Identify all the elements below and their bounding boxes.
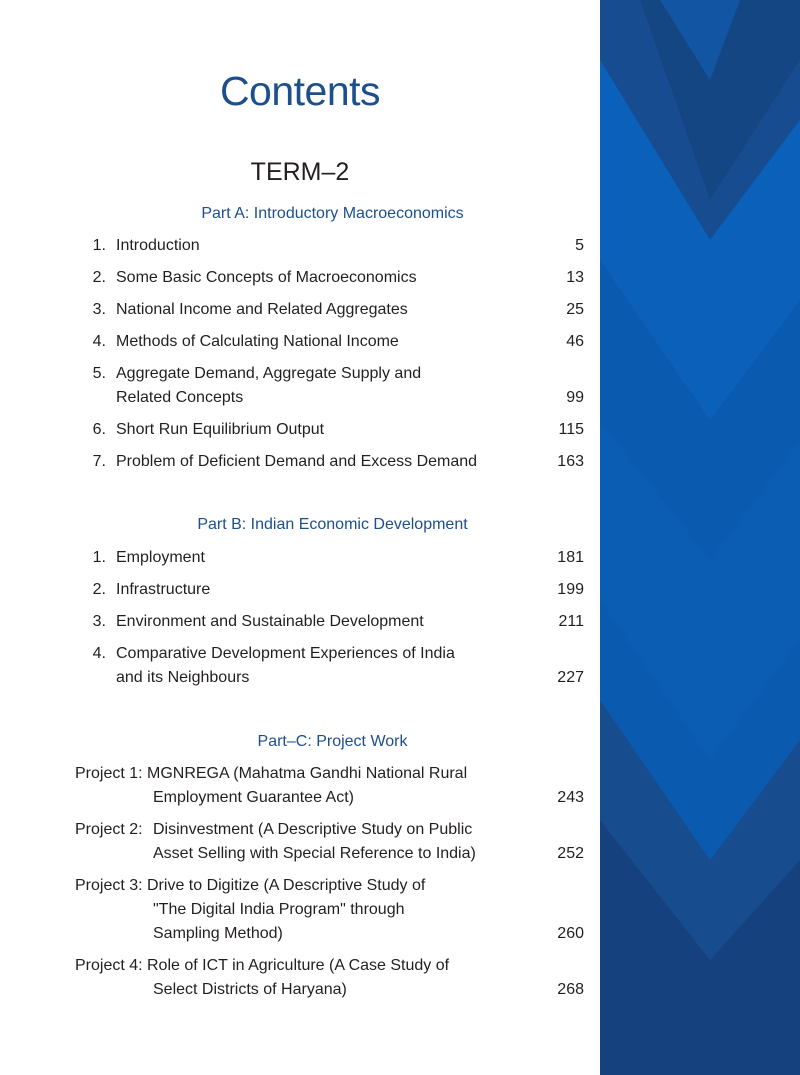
toc-entry[interactable]	[0, 450, 600, 474]
entry-title: Comparative Development Experiences of India	[116, 645, 455, 662]
entry-page: 13	[566, 269, 584, 286]
part-a-heading: Part A: Introductory Macroeconomics	[201, 205, 464, 222]
project-title: Drive to Digitize (A Descriptive Study of	[147, 877, 426, 894]
entry-number: 5.	[92, 365, 106, 382]
entry-page: 25	[566, 301, 584, 318]
toc-entry[interactable]	[0, 234, 600, 258]
entry-number: 2.	[92, 269, 106, 286]
entry-title: Environment and Sustainable Development	[116, 613, 424, 630]
part-b-heading: Part B: Indian Economic Development	[197, 516, 468, 533]
entry-page: 5	[575, 237, 584, 254]
entry-page: 252	[557, 845, 584, 862]
project-title-continued: Select Districts of Haryana)	[153, 981, 347, 998]
toc-entry[interactable]	[0, 546, 600, 570]
entry-page: 199	[557, 581, 584, 598]
project-label: Project 2:	[75, 821, 143, 838]
toc-project-entry[interactable]	[0, 874, 600, 946]
entry-number: 3.	[92, 301, 106, 318]
toc-project-entry[interactable]	[0, 762, 600, 810]
project-title-continued: Sampling Method)	[153, 925, 283, 942]
entry-title-continued: Related Concepts	[116, 389, 244, 406]
entry-title: Aggregate Demand, Aggregate Supply and	[116, 365, 422, 382]
entry-title: Infrastructure	[116, 581, 211, 598]
toc-entry[interactable]	[0, 298, 600, 322]
entry-page: 163	[557, 453, 584, 470]
entry-page: 260	[557, 925, 584, 942]
entry-title: Short Run Equilibrium Output	[116, 421, 325, 438]
entry-page: 211	[558, 613, 584, 630]
project-label: Project 1:	[75, 765, 143, 782]
toc-project-entry[interactable]	[0, 954, 600, 1002]
entry-page: 99	[566, 389, 584, 406]
entry-title: Introduction	[116, 237, 200, 254]
entry-title: Problem of Deficient Demand and Excess Demand	[116, 453, 478, 470]
toc-entry[interactable]	[0, 642, 600, 690]
entry-title-continued: and its Neighbours	[116, 669, 250, 686]
entry-number: 2.	[92, 581, 106, 598]
toc-entry[interactable]	[0, 418, 600, 442]
toc-entry[interactable]	[0, 610, 600, 634]
entry-page: 243	[557, 789, 584, 806]
entry-page: 46	[566, 333, 584, 350]
toc-entry[interactable]	[0, 266, 600, 290]
toc-entry[interactable]	[0, 330, 600, 354]
project-title-continued: "The Digital India Program" through	[153, 901, 405, 918]
project-title: Disinvestment (A Descriptive Study on Public	[153, 821, 473, 838]
entry-title: Methods of Calculating National Income	[116, 333, 399, 350]
toc-entry[interactable]	[0, 578, 600, 602]
project-title: MGNREGA (Mahatma Gandhi National Rural	[147, 765, 468, 782]
project-title-continued: Employment Guarantee Act)	[153, 789, 354, 806]
entry-page: 268	[557, 981, 584, 998]
decorative-side-panel	[600, 0, 800, 1075]
entry-page: 115	[558, 421, 584, 438]
entry-number: 4.	[92, 333, 106, 350]
chevron-pattern-graphic	[600, 0, 800, 1075]
entry-number: 1.	[92, 549, 106, 566]
project-title: Role of ICT in Agriculture (A Case Study of	[147, 957, 450, 974]
project-label: Project 3:	[75, 877, 143, 894]
toc-project-entry[interactable]	[0, 818, 600, 866]
project-title-continued: Asset Selling with Special Reference to India)	[153, 845, 476, 862]
entry-number: 4.	[92, 645, 106, 662]
entry-title: Employment	[116, 549, 205, 566]
entry-title: Some Basic Concepts of Macroeconomics	[116, 269, 417, 286]
entry-page: 227	[557, 669, 584, 686]
term-heading: TERM–2	[250, 158, 350, 186]
entry-number: 7.	[92, 453, 106, 470]
entry-number: 6.	[92, 421, 106, 438]
toc-entry[interactable]	[0, 362, 600, 410]
page-title: Contents	[219, 68, 381, 114]
entry-page: 181	[557, 549, 584, 566]
entry-number: 3.	[92, 613, 106, 630]
entry-title: National Income and Related Aggregates	[116, 301, 408, 318]
project-label: Project 4:	[75, 957, 143, 974]
part-c-heading: Part–C: Project Work	[257, 733, 408, 750]
entry-number: 1.	[92, 237, 106, 254]
